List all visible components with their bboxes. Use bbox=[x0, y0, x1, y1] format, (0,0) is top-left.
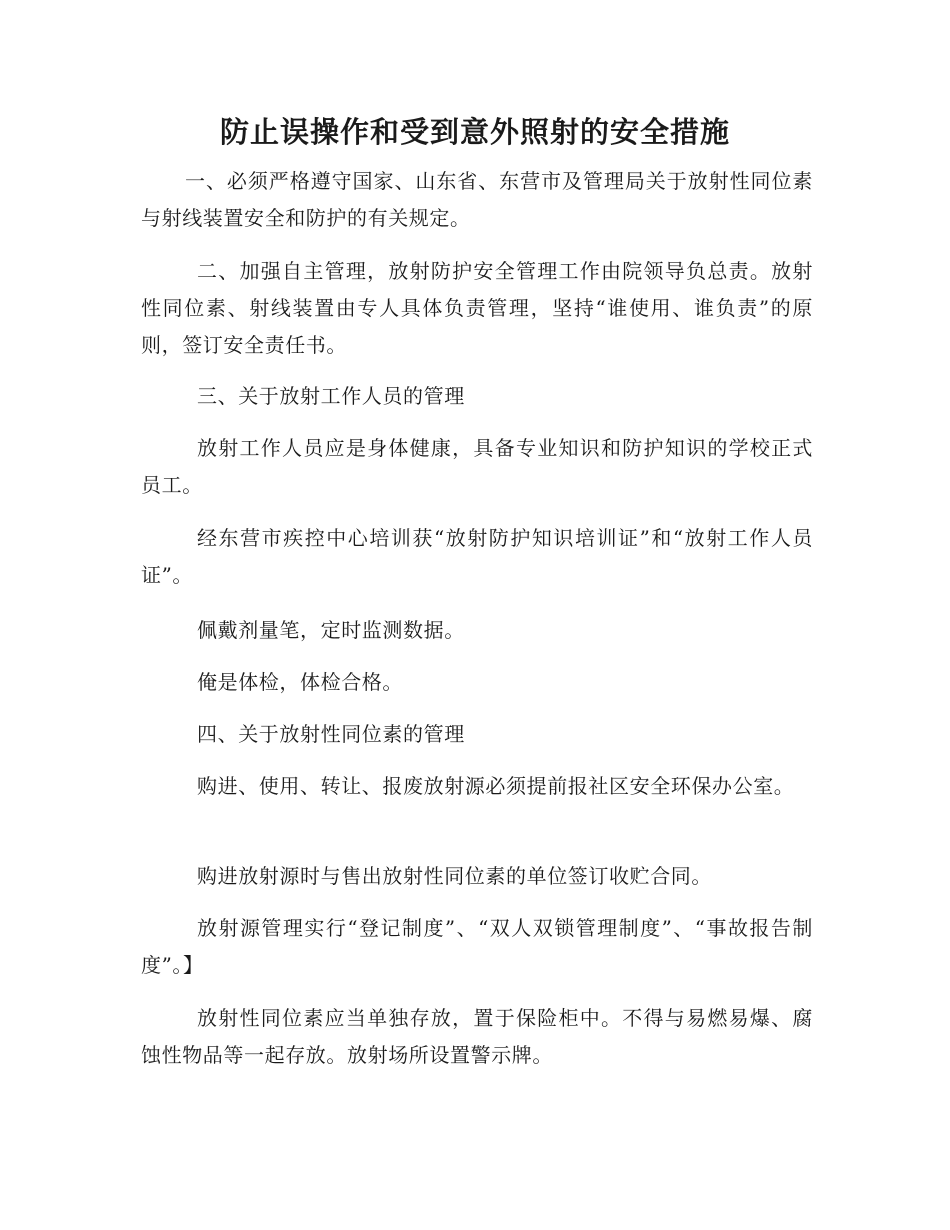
paragraph-11: 放射源管理实行“登记制度”、“双人双锁管理制度”、“事故报告制度”。】 bbox=[141, 916, 813, 977]
paragraph-10: 购进放射源时与售出放射性同位素的单位签订收贮合同。 bbox=[197, 864, 712, 888]
paragraph-6: 佩戴剂量笔，定时监测数据。 bbox=[197, 618, 465, 642]
paragraph-5: 经东营市疾控中心培训获“放射防护知识培训证”和“放射工作人员证”。 bbox=[141, 526, 813, 587]
paragraph-4: 放射工作人员应是身体健康，具备专业知识和防护知识的学校正式员工。 bbox=[141, 436, 813, 497]
paragraph-3: 三、关于放射工作人员的管理 bbox=[197, 384, 465, 408]
paragraph-2: 二、加强自主管理，放射防护安全管理工作由院领导负总责。放射性同位素、射线装置由专人具体负责管理，坚持“谁使用、谁负责”的原则，签订安全责任书。 bbox=[141, 259, 813, 357]
paragraph-12: 放射性同位素应当单独存放，置于保险柜中。不得与易燃易爆、腐蚀性物品等一起存放。放射场所设置警示牌。 bbox=[141, 1006, 813, 1067]
document-title: 防止误操作和受到意外照射的安全措施 bbox=[219, 115, 730, 149]
paragraph-9: 购进、使用、转让、报废放射源必须提前报社区安全环保办公室。 bbox=[197, 774, 795, 798]
paragraph-7: 俺是体检，体检合格。 bbox=[197, 670, 403, 694]
paragraph-1: 一、必须严格遵守国家、山东省、东营市及管理局关于放射性同位素与射线装置安全和防护的有关规定。 bbox=[141, 169, 813, 230]
paragraph-8: 四、关于放射性同位素的管理 bbox=[197, 722, 465, 746]
